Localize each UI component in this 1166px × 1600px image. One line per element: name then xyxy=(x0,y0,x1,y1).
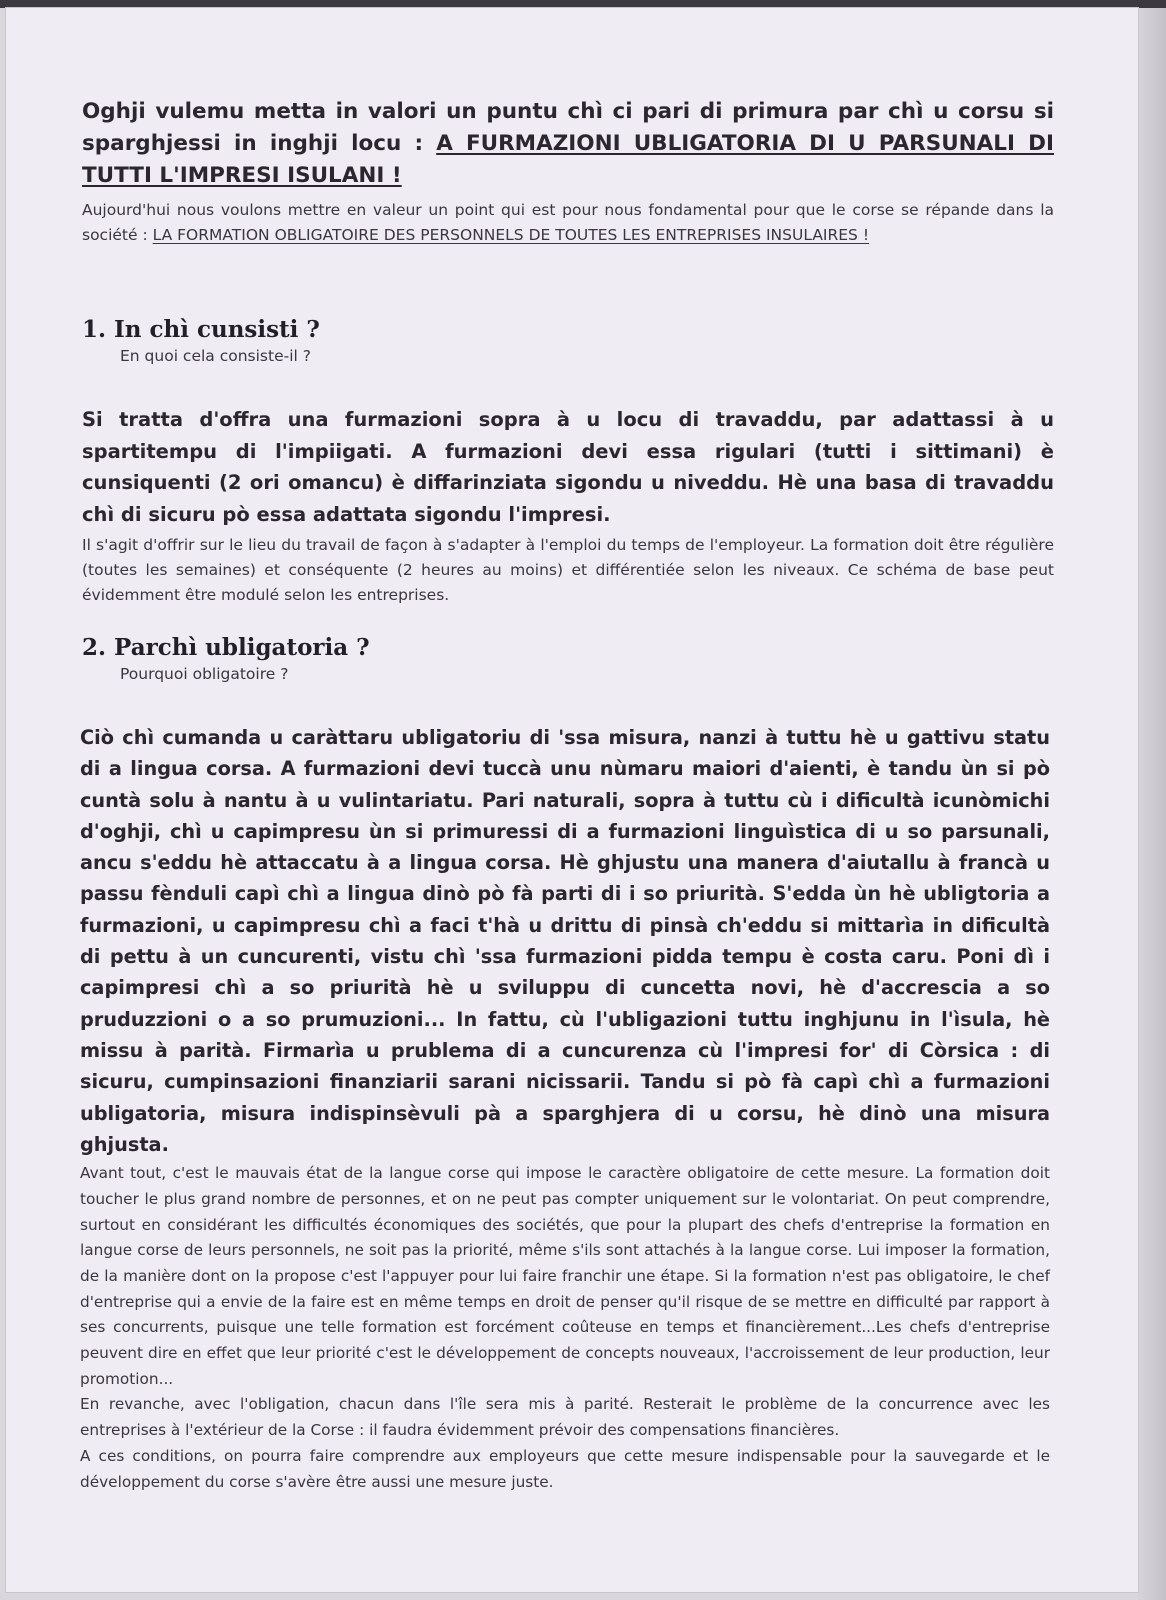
intro-french-text: Aujourd'hui nous voulons mettre en valeur un point qui est pour nous fondamental pour que le corse se répande dans la société : xyxy=(82,201,1054,244)
section-1-header xyxy=(82,316,1054,365)
section-1-body xyxy=(82,404,1054,608)
section-2-french-p1: Avant tout, c'est le mauvais état de la langue corse qui impose le caractère obligatoire de cette mesure. La formation doit toucher le plus grand nombre de personnes, et on ne peut pas compter uniquement sur le volontariat. On peut comprendre, surtout en considérant les difficultés économiques des sociétés, que pour la plupart des chefs d'entreprise la formation en langue corse de leurs personnels, ne soit pas la priorité, même s'ils sont attachés à la langue corse. Lui imposer la formation, de la manière dont on la propose c'est l'appuyer pour lui faire franchir une étape. Si la formation n'est pas obligatoire, le chef d'entreprise qui a envie de la faire est en même temps en droit de penser qu'il risque de se mettre en difficulté par rapport à ses concurrents, puisque une telle formation est forcément coûteuse en temps et financièrement...Les chefs d'entreprise peuvent dire en effet que leur priorité c'est le développement de concepts nouveaux, l'accroissement de leur production, leur promotion... xyxy=(80,1164,1050,1388)
section-1-french: Il s'agit d'offrir sur le lieu du travail de façon à s'adapter à l'emploi du temps de l'employeur. La formation doit être régulière (toutes les semaines) et conséquente (2 heures au moins) et différentiée selon les niveaux. Ce schéma de base peut évidemment être modulé selon les entreprises. xyxy=(82,536,1054,604)
section-2-subheading: Pourquoi obligatoire ? xyxy=(120,665,289,683)
section-2-header xyxy=(82,634,1054,683)
section-2-corsican: Ciò chì cumanda u caràttaru ubligatoriu di 'ssa misura, nanzi à tuttu hè u gattivu statu di a lingua corsa. A furmazioni devi tuccà unu nùmaru maiori d'aienti, è tandu ùn si pò cuntà solu à nantu à u vulintariatu. Pari naturali, sopra à tuttu cù i dificultà icunòmichi d'oghji, chì u capimpresu ùn si primuressi di a furmazioni linguìstica di u so parsunali, ancu s'eddu hè attaccatu à a lingua corsa. Hè ghjustu una manera d'aiutallu à francà u passu fènduli capì chì a lingua dinò pò fà parti di i so priurità. S'edda ùn hè ubligtoria a furmazioni, u capimpresu chì a faci t'hà u drittu di pinsà ch'eddu si mittarìa in dificultà di pettu à un cuncurenti, vistu chì 'ssa furmazioni pidda tempu è costa caru. Poni dì i capimpresi chì a so priurità hè u sviluppu di cuncetta novi, hè d'accrescia a so pruduzzioni o a so prumuzioni... In fattu, cù l'ubligazioni tuttu inghjunu in l'ìsula, hè missu à parità. Firmarìa u prublema di a cuncurenza cù l'impresi for' di Còrsica : di sicuru, cumpinsazioni finanziarii sarani nicissarii. Tandu si pò fà capì chì a furmazioni ubligatoria, misura indispinsèvuli pà a sparghjera di u corsu, hè dinò una misura ghjusta. xyxy=(80,726,1050,1156)
section-2-french-p2: En revanche, avec l'obligation, chacun dans l'île sera mis à parité. Resterait le problème de la concurrence avec les entreprises à l'extérieur de la Corse : il faudra évidemment prévoir des compensations financières. xyxy=(80,1395,1050,1440)
scan-top-border xyxy=(0,0,1166,8)
section-1-subheading: En quoi cela consiste-il ? xyxy=(120,347,311,365)
section-2-french-p3: A ces conditions, on pourra faire comprendre aux employeurs que cette mesure indispensable pour la sauvegarde et le développement du corse s'avère être aussi une mesure juste. xyxy=(80,1446,1050,1491)
intro-corsican xyxy=(82,96,1054,192)
scan-right-edge xyxy=(1138,8,1166,1600)
intro-french xyxy=(82,198,1054,248)
intro-french-highlight: LA FORMATION OBLIGATOIRE DES PERSONNELS DE TOUTES LES ENTREPRISES INSULAIRES ! xyxy=(152,226,870,244)
section-1-corsican: Si tratta d'offra una furmazioni sopra à u locu di travaddu, par adattassi à u spartitempu di l'impiigati. A furmazioni devi essa rigulari (tutti i sittimani) è cunsiquenti (2 ori omancu) è diffarinziata sigondu u niveddu. Hè una basa di travaddu chì di sicuru pò essa adattata sigondu l'impresi. xyxy=(82,408,1054,526)
intro-block xyxy=(82,96,1054,248)
intro-corsican-highlight: A FURMAZIONI UBLIGATORIA DI U PARSUNALI DI TUTTI L'IMPRESI ISULANI ! xyxy=(82,131,1054,188)
section-1-heading: 1. In chì cunsisti ? xyxy=(82,316,320,343)
section-2-body xyxy=(80,722,1050,1495)
intro-corsican-text: Oghji vulemu metta in valori un puntu chì ci pari di primura par chì u corsu si sparghjessi in inghji locu : xyxy=(82,99,1054,156)
section-2-heading: 2. Parchì ubligatoria ? xyxy=(82,634,370,661)
